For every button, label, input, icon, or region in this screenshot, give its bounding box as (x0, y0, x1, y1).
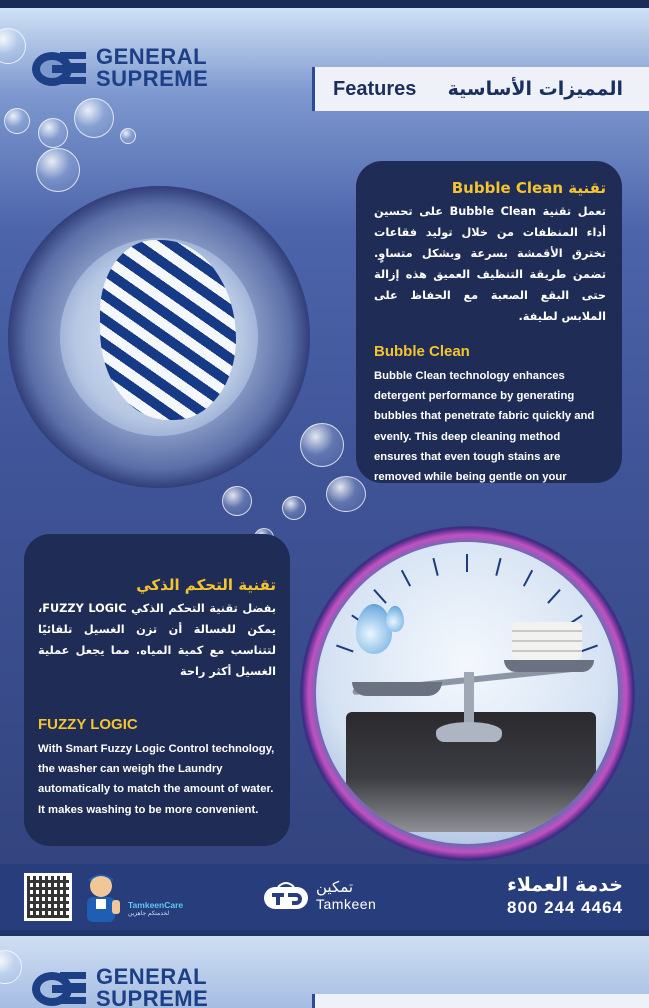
brand-line-2: SUPREME (96, 986, 209, 1008)
features-header-stub (312, 994, 649, 1008)
bubble-decoration (36, 148, 80, 192)
general-supreme-logo-icon (30, 47, 90, 89)
brand-logo (30, 966, 208, 1008)
bubble-decoration (222, 486, 252, 516)
gauge-tick (547, 589, 561, 604)
gauge-tick (466, 554, 468, 572)
brand-line-1: GENERAL (96, 44, 208, 69)
brand-wordmark (96, 966, 208, 1008)
gauge-tick (432, 558, 438, 576)
bubble-clean-title-en: Bubble Clean (374, 343, 470, 360)
features-header (312, 67, 649, 111)
bubble-clean-panel (356, 161, 622, 483)
bubble-decoration (120, 128, 136, 144)
qr-code-icon[interactable] (24, 873, 72, 921)
bubble-clean-text-en: Bubble Clean technology enhances detergent performance by generating bubbles that penetrate fabric quickly and evenly. This deep cleaning method ensures that even tough stains are removed while being gentle on your (374, 370, 595, 484)
bubble-decoration (0, 28, 26, 64)
customer-service-phone[interactable]: 800 244 4464 (507, 898, 623, 917)
bubble-decoration (300, 423, 344, 467)
bubble-decoration (74, 98, 114, 138)
gauge-tick (336, 645, 354, 653)
fuzzy-logic-text-en: With Smart Fuzzy Logic Control technology, the washer can weigh the Laundry automatically to match the amount of water. It makes washing to be more convenient. (38, 743, 275, 816)
features-page (0, 8, 649, 864)
features-title-ar: المميزات الأساسية (447, 78, 623, 100)
tamkeen-care-brand (128, 900, 183, 917)
tamkeen-care-name: TamkeenCare (128, 900, 184, 910)
brand-wordmark (96, 46, 208, 90)
features-title-en: Features (333, 77, 417, 100)
tamkeen-name-ar: تمكين (316, 878, 354, 896)
gauge-tick (373, 589, 387, 604)
gauge-tick (495, 558, 501, 576)
bubble-decoration (4, 108, 30, 134)
fuzzy-logic-text-ar: بفضل تقنية التحكم الذكي FUZZY LOGIC، يمكن للغسالة أن تزن الغسيل تلقائيًا لتتناسب مع كمية المياه. مما يجعل عملية الغسيل أكثر راحة (38, 602, 276, 678)
fuzzy-logic-title-en: FUZZY LOGIC (38, 716, 138, 733)
technician-mascot-icon (78, 870, 124, 924)
customer-service-label: خدمة العملاء (507, 874, 623, 896)
gauge-tick (580, 645, 598, 653)
folded-shirts-image (512, 622, 582, 660)
brand-logo (30, 46, 208, 90)
bubble-decoration (282, 496, 306, 520)
tamkeen-care-tagline: لخدمتكم جاهزين (128, 911, 170, 917)
gauge-tick (523, 570, 533, 587)
bubble-decoration (0, 950, 22, 984)
bubble-decoration (326, 476, 366, 512)
tamkeen-name-en: Tamkeen (316, 896, 377, 912)
bubble-decoration (38, 118, 68, 148)
footer-bar (0, 864, 649, 930)
next-page-preview (0, 930, 649, 1008)
brand-line-1: GENERAL (96, 964, 208, 989)
general-supreme-logo-icon (30, 967, 90, 1008)
tamkeen-logo-icon (262, 881, 310, 913)
bubble-clean-title-ar: تقنية Bubble Clean (451, 179, 606, 197)
fuzzy-logic-panel (24, 534, 290, 846)
top-dark-strip (0, 0, 649, 8)
scale-pan-left (352, 682, 442, 696)
balance-scale-icon (316, 542, 618, 844)
brand-line-2: SUPREME (96, 66, 209, 91)
water-drop-icon (386, 606, 404, 632)
water-drop-icon (356, 604, 392, 654)
scale-base (436, 722, 502, 742)
gauge-tick (401, 570, 411, 587)
fuzzy-logic-title-ar: تقنية التحكم الذكي (136, 576, 276, 594)
scale-pan-right (504, 660, 594, 672)
bubble-clean-text-ar: تعمل تقنية Bubble Clean على تحسين أداء المنظفات من خلال توليد فقاعات تخترق الأقمشة بسرعة وبشكل متساوٍ. تضمن طريقة التنظيف العميق هذه إزالة حتى البقع الصعبة مع الحفاظ على الملابس لطيفة. (374, 205, 606, 323)
